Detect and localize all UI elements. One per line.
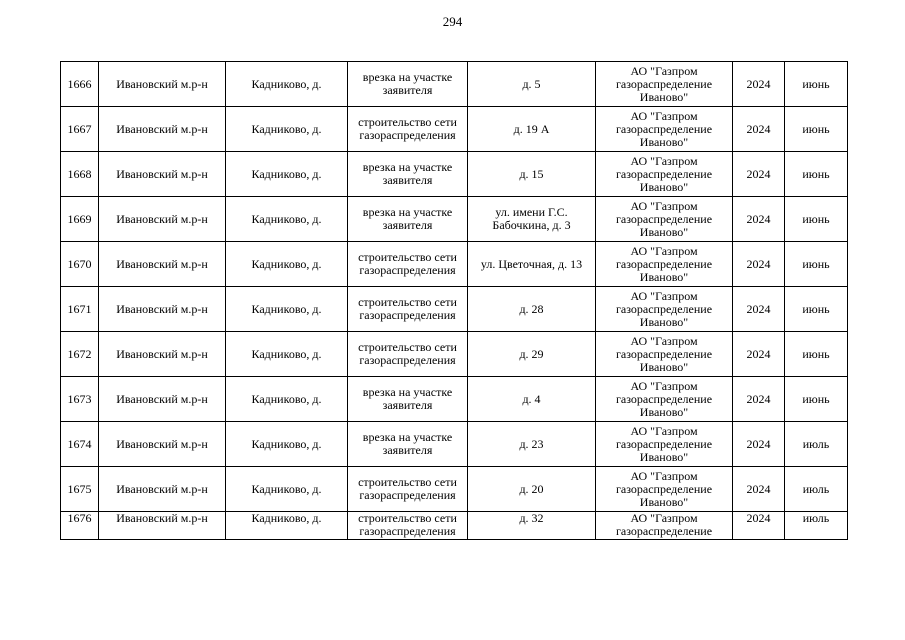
district-cell: Ивановский м.р-н (99, 512, 226, 540)
address-cell: д. 15 (468, 152, 596, 197)
table-row (61, 422, 848, 467)
locality-cell: Кадниково, д. (226, 332, 348, 377)
row-number-cell: 1673 (61, 377, 99, 422)
address-cell: д. 5 (468, 62, 596, 107)
year-cell: 2024 (733, 332, 785, 377)
organization-cell: АО "Газпром газораспределение Иваново" (596, 107, 733, 152)
month-cell: июнь (785, 242, 848, 287)
year-cell: 2024 (733, 512, 785, 540)
table-row (61, 332, 848, 377)
page-number: 294 (442, 14, 463, 29)
locality-cell: Кадниково, д. (226, 512, 348, 540)
year-cell: 2024 (733, 242, 785, 287)
row-number-cell: 1674 (61, 422, 99, 467)
month-cell: июль (785, 512, 848, 540)
row-number-cell: 1676 (61, 512, 99, 540)
district-cell: Ивановский м.р-н (99, 107, 226, 152)
locality-cell: Кадниково, д. (226, 242, 348, 287)
row-number-cell: 1670 (61, 242, 99, 287)
work-type-cell: строительство сети газораспределения (348, 242, 468, 287)
table-row (61, 512, 848, 540)
locality-cell: Кадниково, д. (226, 467, 348, 512)
month-cell: июнь (785, 332, 848, 377)
table-body (61, 62, 848, 540)
year-cell: 2024 (733, 467, 785, 512)
gasification-table (60, 61, 848, 540)
work-type-cell: строительство сети газораспределения (348, 512, 468, 540)
address-cell: д. 32 (468, 512, 596, 540)
work-type-cell: врезка на участке заявителя (348, 62, 468, 107)
month-cell: июнь (785, 152, 848, 197)
locality-cell: Кадниково, д. (226, 197, 348, 242)
organization-cell: АО "Газпром газораспределение Иваново" (596, 62, 733, 107)
month-cell: июль (785, 422, 848, 467)
district-cell: Ивановский м.р-н (99, 242, 226, 287)
month-cell: июнь (785, 107, 848, 152)
year-cell: 2024 (733, 197, 785, 242)
address-cell: д. 28 (468, 287, 596, 332)
locality-cell: Кадниково, д. (226, 422, 348, 467)
row-number-cell: 1675 (61, 467, 99, 512)
work-type-cell: строительство сети газораспределения (348, 287, 468, 332)
table-row (61, 152, 848, 197)
table-row (61, 62, 848, 107)
work-type-cell: строительство сети газораспределения (348, 467, 468, 512)
month-cell: июль (785, 467, 848, 512)
row-number-cell: 1666 (61, 62, 99, 107)
address-cell: д. 29 (468, 332, 596, 377)
year-cell: 2024 (733, 377, 785, 422)
address-cell: д. 23 (468, 422, 596, 467)
address-cell: ул. Цветочная, д. 13 (468, 242, 596, 287)
year-cell: 2024 (733, 62, 785, 107)
work-type-cell: строительство сети газораспределения (348, 332, 468, 377)
district-cell: Ивановский м.р-н (99, 467, 226, 512)
month-cell: июнь (785, 197, 848, 242)
table-row (61, 377, 848, 422)
month-cell: июнь (785, 62, 848, 107)
district-cell: Ивановский м.р-н (99, 197, 226, 242)
table-row (61, 287, 848, 332)
address-cell: д. 20 (468, 467, 596, 512)
year-cell: 2024 (733, 422, 785, 467)
month-cell: июнь (785, 377, 848, 422)
locality-cell: Кадниково, д. (226, 62, 348, 107)
organization-cell: АО "Газпром газораспределение Иваново" (596, 332, 733, 377)
organization-cell: АО "Газпром газораспределение Иваново" (596, 197, 733, 242)
organization-cell: АО "Газпром газораспределение Иваново" (596, 152, 733, 197)
work-type-cell: врезка на участке заявителя (348, 422, 468, 467)
year-cell: 2024 (733, 287, 785, 332)
year-cell: 2024 (733, 152, 785, 197)
row-number-cell: 1671 (61, 287, 99, 332)
district-cell: Ивановский м.р-н (99, 332, 226, 377)
address-cell: ул. имени Г.С. Бабочкина, д. 3 (468, 197, 596, 242)
work-type-cell: врезка на участке заявителя (348, 197, 468, 242)
work-type-cell: врезка на участке заявителя (348, 152, 468, 197)
row-number-cell: 1667 (61, 107, 99, 152)
organization-cell: АО "Газпром газораспределение Иваново" (596, 242, 733, 287)
organization-cell: АО "Газпром газораспределение Иваново" (596, 287, 733, 332)
month-cell: июнь (785, 287, 848, 332)
locality-cell: Кадниково, д. (226, 152, 348, 197)
address-cell: д. 4 (468, 377, 596, 422)
district-cell: Ивановский м.р-н (99, 377, 226, 422)
district-cell: Ивановский м.р-н (99, 152, 226, 197)
row-number-cell: 1672 (61, 332, 99, 377)
locality-cell: Кадниково, д. (226, 287, 348, 332)
organization-cell: АО "Газпром газораспределение Иваново" (596, 467, 733, 512)
row-number-cell: 1669 (61, 197, 99, 242)
work-type-cell: врезка на участке заявителя (348, 377, 468, 422)
organization-cell: АО "Газпром газораспределение Иваново" (596, 377, 733, 422)
district-cell: Ивановский м.р-н (99, 422, 226, 467)
district-cell: Ивановский м.р-н (99, 62, 226, 107)
locality-cell: Кадниково, д. (226, 107, 348, 152)
table-row (61, 242, 848, 287)
row-number-cell: 1668 (61, 152, 99, 197)
locality-cell: Кадниково, д. (226, 377, 348, 422)
year-cell: 2024 (733, 107, 785, 152)
organization-cell: АО "Газпром газораспределение Иваново" (596, 422, 733, 467)
address-cell: д. 19 А (468, 107, 596, 152)
table-row (61, 197, 848, 242)
table-row (61, 467, 848, 512)
organization-cell: АО "Газпром газораспределение (596, 512, 733, 540)
district-cell: Ивановский м.р-н (99, 287, 226, 332)
work-type-cell: строительство сети газораспределения (348, 107, 468, 152)
table-row (61, 107, 848, 152)
